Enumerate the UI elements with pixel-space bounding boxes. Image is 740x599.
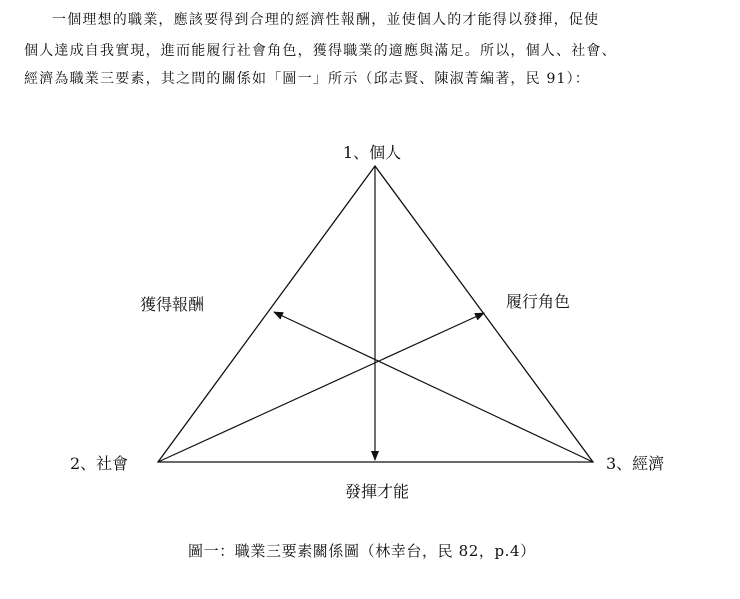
figure-caption: 圖一：職業三要素關係圖（林幸台，民 82，p.4） <box>188 542 536 560</box>
edge-label-bottom: 發揮才能 <box>344 482 410 501</box>
paragraph-line-1: 一個理想的職業，應該要得到合理的經濟性報酬，並使個人的才能得以發揮，促使 <box>52 12 600 28</box>
edge-label-right: 履行角色 <box>506 292 571 311</box>
paragraph-line-2: 個人達成自我實現，進而能履行社會角色，獲得職業的適應與滿足。所以，個人、社會、 <box>24 43 617 59</box>
edge-label-left: 獲得報酬 <box>140 295 205 314</box>
vertex-label-right: 3、經濟 <box>606 454 665 473</box>
vertex-label-left: 2、社會 <box>70 454 129 473</box>
paragraph-line-3: 經濟為職業三要素，其之間的關係如「圖一」所示（邱志賢、陳淑菁編著，民 91）： <box>24 71 591 87</box>
vertex-label-top: 1、個人 <box>342 143 402 162</box>
